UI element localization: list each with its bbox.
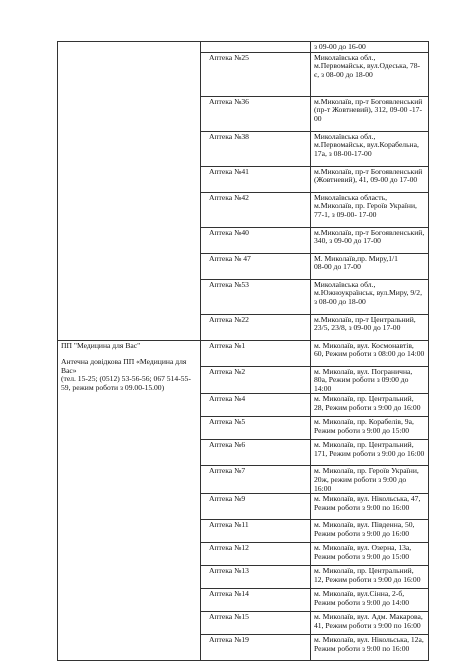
pharmacy-address: м. Миколаїв, пр. Центральний, 12, Режим роботи з 9:00 до 16:00 — [311, 566, 429, 589]
pharmacy-name: Аптека №36 — [209, 96, 249, 106]
pharmacy-address: м. Миколаїв, вул. Нікольська, 47, Режим роботи з 9:00 по 16:00 — [311, 494, 429, 520]
pharmacy-name-cell — [201, 52, 311, 96]
pharmacy-name-cell — [201, 635, 311, 661]
pharmacy-name: Аптека №42 — [209, 192, 249, 202]
pharmacy-name-cell — [201, 227, 311, 253]
pharmacy-name-cell — [201, 166, 311, 192]
pharmacy-name-cell — [201, 366, 311, 394]
pharmacy-address: м. Миколаїв, пр. Центральний, 171, Режим роботи з 9:00 до 16:00 — [311, 440, 429, 466]
pharmacy-address: м. Миколаїв, вул. Космонавтів, 60, Режим роботи з 08:00 до 14:00 — [311, 340, 429, 366]
pharmacy-address: м.Миколаїв, пр-т Богоявленський, 340, з 09-00 до 17-00 — [311, 227, 429, 253]
pharmacy-name-cell — [201, 520, 311, 543]
pharmacy-name-cell — [201, 340, 311, 366]
pharmacy-name: Аптека №40 — [209, 227, 249, 237]
provider-details: Антечна довідкова ПП «Медицина для Вас» (тел. 15-25; (0512) 53-56-56; 067 514-55-59, режим роботи з 09.00-15.00) — [61, 357, 191, 392]
pharmacy-name: Аптека №22 — [209, 314, 249, 324]
pharmacy-address: Миколаївська обл., м.Первомайськ, вул.Корабельна, 17а, з 08-00-17-00 — [311, 131, 429, 166]
pharmacy-name: Аптека №13 — [209, 566, 249, 576]
pharmacy-name: Аптека №12 — [209, 543, 249, 553]
pharmacy-name: Аптека №1 — [209, 340, 246, 350]
pharmacy-name-cell — [201, 543, 311, 566]
pharmacy-name-cell — [201, 192, 311, 227]
pharmacy-name: Аптека №7 — [209, 466, 246, 476]
pharmacy-name-cell — [201, 42, 311, 53]
pharmacy-name-cell — [201, 612, 311, 635]
pharmacy-address: м. Миколаїв, вул. Нікольська, 12а, Режим роботи з 9:00 по 16:00 — [311, 635, 429, 661]
pharmacy-address: м. Миколаїв, вул. Адм. Макарова, 41, Режим роботи з 9:00 по 16:00 — [311, 612, 429, 635]
pharmacy-name-cell — [201, 566, 311, 589]
pharmacy-name-cell — [201, 440, 311, 466]
pharmacy-name: Аптека №5 — [209, 417, 246, 427]
pharmacy-name: Аптека №4 — [209, 394, 246, 404]
pharmacy-name: Аптека № 47 — [209, 253, 251, 263]
pharmacy-name: Аптека №41 — [209, 166, 249, 176]
pharmacy-name: Аптека №25 — [209, 52, 249, 62]
pharmacy-name-cell — [201, 253, 311, 279]
pharmacy-address: м. Миколаїв, вул.Сінна, 2-б, Режим роботи з 9:00 до 14:00 — [311, 589, 429, 612]
pharmacy-name: Аптека №14 — [209, 589, 249, 599]
pharmacy-address: м. Миколаїв, пр. Героїв України, 20ж, режим роботи з 9:00 до 16:00 — [311, 466, 429, 494]
pharmacy-address: Миколаївська область, м.Миколаїв, пр. Героїв України, 77-1, з 09-00- 17-00 — [311, 192, 429, 227]
pharmacy-address: м. Миколаїв, вул. Погранична, 80а, Режим роботи з 09:00 до 14:00 — [311, 366, 429, 394]
pharmacy-address: м. Миколаїв, вул. Південна, 50, Режим роботи з 9:00 до 16:00 — [311, 520, 429, 543]
pharmacy-address: з 09-00 до 16-00 — [311, 42, 429, 53]
provider-cell — [58, 340, 201, 661]
pharmacy-address: м.Миколаїв, пр-т Центральний, 23/5, 23/8, з 09-00 до 17-00 — [311, 314, 429, 340]
pharmacy-name-cell — [201, 394, 311, 417]
pharmacy-name: Аптека №2 — [209, 366, 246, 376]
pharmacy-address: м.Миколаїв, пр-т Богоявленський (пр-т Жовтневий), 312, 09-00 -17-00 — [311, 96, 429, 131]
table-row — [58, 340, 429, 366]
pharmacy-address: Миколаївська обл., м.Южноукраїнськ, вул.Миру, 9/2, з 08-00 до 18-00 — [311, 279, 429, 314]
pharmacy-name-cell — [201, 314, 311, 340]
pharmacy-name: Аптека №38 — [209, 131, 249, 141]
pharmacy-address: м. Миколаїв, пр. Центральний, 28, Режим роботи з 9:00 до 16:00 — [311, 394, 429, 417]
provider-name: ПП "Медицина для Вас" — [61, 340, 141, 350]
pharmacy-name: Аптека №19 — [209, 635, 249, 645]
pharmacy-name-cell — [201, 466, 311, 494]
pharmacy-name-cell — [201, 417, 311, 440]
pharmacy-address: Миколаївська обл., м.Первомайськ, вул.Одеська, 78-є, з 08-00 до 18-00 — [311, 52, 429, 96]
pharmacy-name: Аптека №53 — [209, 279, 249, 289]
pharmacy-table-body — [58, 42, 429, 661]
table-row — [58, 42, 429, 53]
pharmacy-name: Аптека №6 — [209, 440, 246, 450]
pharmacy-table — [57, 41, 429, 661]
pharmacy-name-cell — [201, 279, 311, 314]
pharmacy-name: Аптека №11 — [209, 520, 249, 530]
pharmacy-name: Аптека №15 — [209, 612, 249, 622]
pharmacy-name-cell — [201, 96, 311, 131]
empty-group-cell — [58, 42, 201, 341]
pharmacy-name-cell — [201, 131, 311, 166]
pharmacy-address: м.Миколаїв, пр-т Богоявленський (Жовтневий), 41, 09-00 до 17-00 — [311, 166, 429, 192]
pharmacy-name: Аптека №9 — [209, 494, 246, 504]
pharmacy-address: М. Миколаїв,пр. Миру,1/1 08-00 до 17-00 — [311, 253, 429, 279]
pharmacy-name — [204, 42, 209, 51]
pharmacy-name-cell — [201, 589, 311, 612]
pharmacy-address: м. Миколаїв, пр. Корабелів, 9а, Режим роботи з 9:00 до 15:00 — [311, 417, 429, 440]
pharmacy-address: м. Миколаїв, вул. Озерна, 13а, Режим роботи з 9:00 до 15:00 — [311, 543, 429, 566]
pharmacy-name-cell — [201, 494, 311, 520]
